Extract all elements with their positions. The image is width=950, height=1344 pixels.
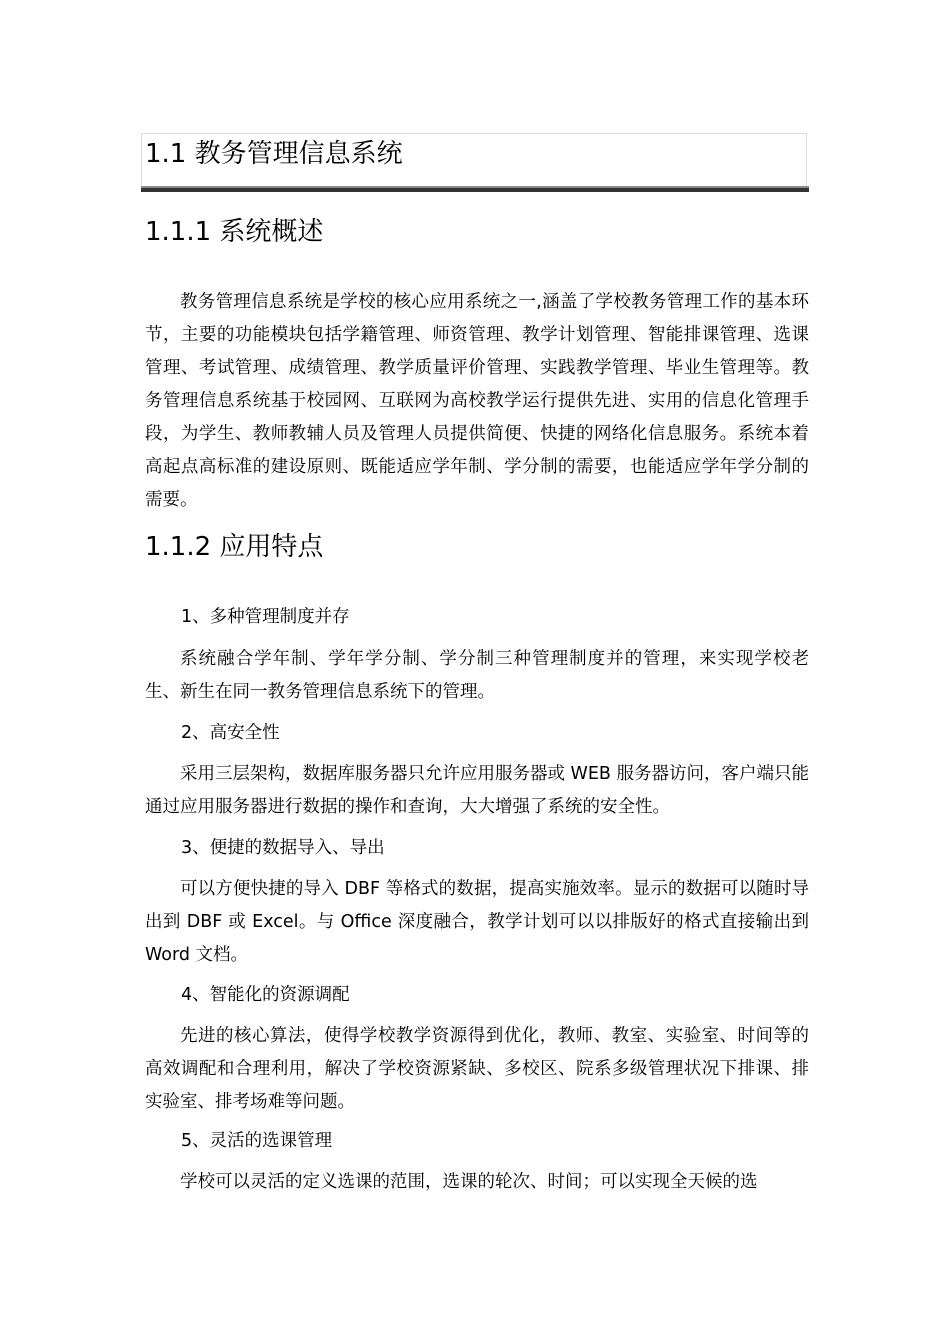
feature-heading-1: 1、多种管理制度并存 bbox=[181, 607, 350, 627]
section-title-underline bbox=[141, 186, 809, 192]
feature-heading-5: 5、灵活的选课管理 bbox=[181, 1131, 333, 1151]
feature-body-5: 学校可以灵活的定义选课的范围，选课的轮次、时间；可以实现全天候的选 bbox=[180, 1172, 758, 1192]
features-heading: 1.1.2 应用特点 bbox=[145, 532, 324, 562]
feature-body-2: 采用三层架构，数据库服务器只允许应用服务器或 WEB 服务器访问，客户端只能通过应用服务器进行数据的操作和查询，大大增强了系统的安全性。 bbox=[145, 764, 809, 817]
feature-heading-4: 4、智能化的资源调配 bbox=[181, 985, 350, 1005]
overview-paragraph: 教务管理信息系统是学校的核心应用系统之一,涵盖了学校教务管理工作的基本环节，主要的功能模块包括学籍管理、师资管理、教学计划管理、智能排课管理、选课管理、考试管理、成绩管理、教学质量评价管理、实践教学管理、毕业生管理等。教务管理信息系统基于校园网、互联网为高校教学运行提供先进、实用的信息化管理手段，为学生、教师教辅人员及管理人员提供简便、快捷的网络化信息服务。系统本着高起点高标准的建设原则、既能适应学年制、学分制的需要，也能适应学年学分制的需要。 bbox=[145, 292, 809, 510]
overview-heading: 1.1.1 系统概述 bbox=[145, 217, 324, 247]
feature-body-3: 可以方便快捷的导入 DBF 等格式的数据，提高实施效率。显示的数据可以随时导出到 DBF 或 Excel。与 Office 深度融合，教学计划可以以排版好的格式直接输出到 Word 文档。 bbox=[145, 879, 809, 965]
feature-body-1: 系统融合学年制、学年学分制、学分制三种管理制度并的管理，来实现学校老生、新生在同一教务管理信息系统下的管理。 bbox=[145, 649, 809, 702]
feature-heading-3: 3、便捷的数据导入、导出 bbox=[181, 838, 385, 858]
feature-body-4: 先进的核心算法，使得学校教学资源得到优化，教师、教室、实验室、时间等的高效调配和合理利用，解决了学校资源紧缺、多校区、院系多级管理状况下排课、排实验室、排考场难等问题。 bbox=[145, 1026, 809, 1112]
section-title: 1.1 教务管理信息系统 bbox=[145, 139, 403, 169]
feature-heading-2: 2、高安全性 bbox=[181, 723, 280, 743]
